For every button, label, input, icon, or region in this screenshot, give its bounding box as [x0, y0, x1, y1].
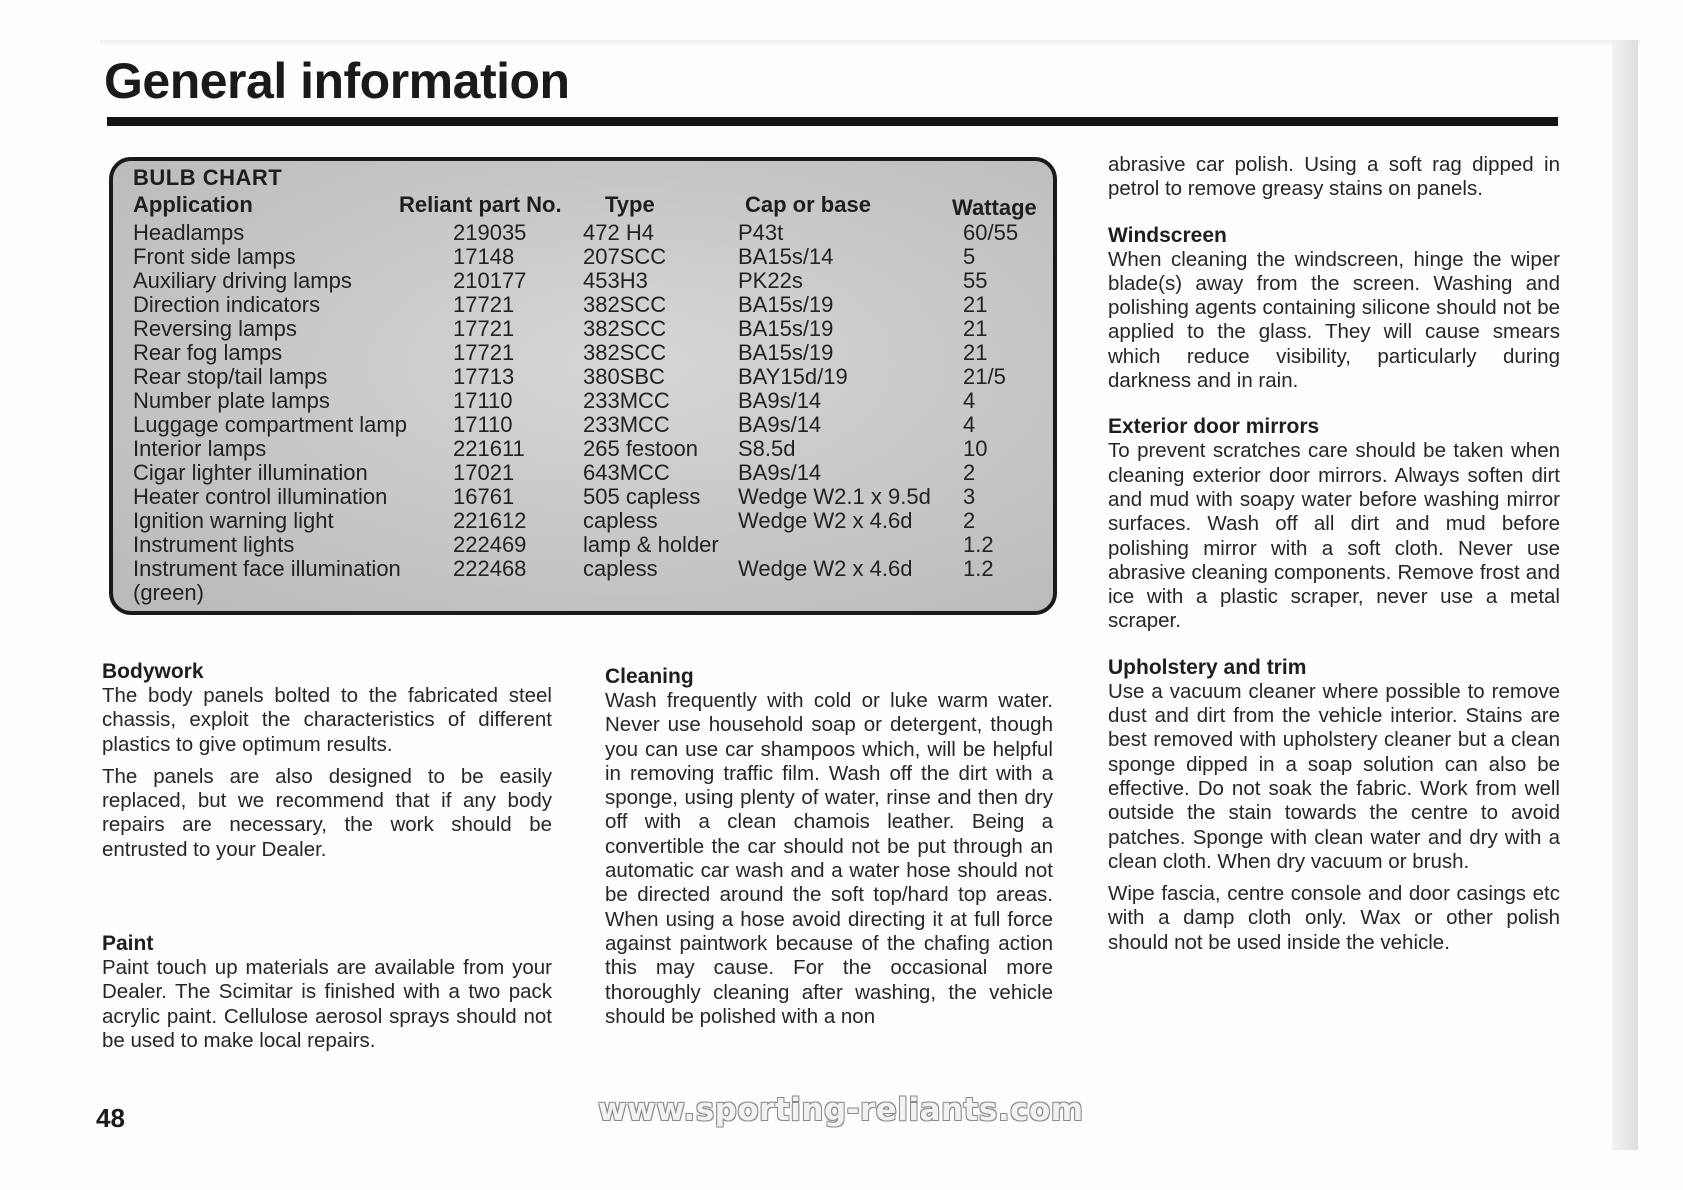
- header-application: Application: [133, 192, 253, 217]
- page-top-edge: [100, 40, 1640, 46]
- table-row: [113, 293, 1053, 317]
- cell-type: capless: [583, 508, 658, 533]
- cell-part-no: 17148: [453, 244, 515, 269]
- cell-application: Luggage compartment lamp: [133, 412, 407, 437]
- cell-part-no: 17713: [453, 364, 515, 389]
- cell-type: lamp & holder: [583, 532, 719, 557]
- cell-cap: S8.5d: [738, 436, 796, 461]
- cell-wattage: 1.2: [963, 556, 994, 581]
- title-rule: [107, 117, 1558, 126]
- cell-part-no: 17721: [453, 292, 515, 317]
- cell-wattage: 2: [963, 460, 976, 485]
- cell-part-no: 221611: [453, 436, 525, 461]
- watermark: www.sporting-reliants.com: [598, 1092, 1084, 1128]
- cell-type: 233MCC: [583, 388, 670, 413]
- windscreen-paragraph: When cleaning the windscreen, hinge the wiper blade(s) away from the screen. Washing and polishing agents containing silicone should not be applied to the glass. They will cause smears which reduce visibility, particularly during darkness and in rain.: [1108, 247, 1560, 393]
- table-row: [113, 413, 1053, 437]
- windscreen-heading: Windscreen: [1108, 223, 1227, 247]
- table-row: [113, 365, 1053, 389]
- middle-column: [605, 665, 1053, 1029]
- cell-application: Interior lamps: [133, 436, 267, 461]
- cell-part-no: 17110: [453, 388, 513, 413]
- mirrors-heading: Exterior door mirrors: [1108, 415, 1320, 439]
- cell-cap: P43t: [738, 220, 784, 245]
- cell-wattage: 21: [963, 316, 988, 341]
- cell-wattage: 2: [963, 508, 976, 533]
- cell-application: Front side lamps: [133, 244, 296, 269]
- table-row: [113, 221, 1053, 245]
- cell-type: 382SCC: [583, 340, 667, 365]
- cell-cap: BA9s/14: [738, 412, 822, 437]
- cleaning-heading: Cleaning: [605, 665, 694, 688]
- paint-paragraph: Paint touch up materials are available from your Dealer. The Scimitar is finished with a two pack acrylic paint. Cellulose aerosol sprays should not be used to make local repairs.: [102, 956, 552, 1052]
- table-row: [113, 269, 1053, 293]
- mirrors-paragraph: To prevent scratches care should be taken when cleaning exterior door mirrors. Always soften dirt and mud with soapy water before washing mirror surfaces. Wash off all dirt and mud before polishing mirror with a soft cloth. Never use abrasive cleaning components. Remove frost and ice with a plastic scraper, never use a metal scraper.: [1108, 439, 1560, 633]
- cell-wattage: 4: [963, 388, 976, 413]
- header-type: Type: [605, 192, 655, 217]
- cell-part-no: 210177: [453, 268, 527, 293]
- cell-part-no: 219035: [453, 220, 527, 245]
- bodywork-heading: Bodywork: [102, 660, 204, 683]
- cell-application: Ignition warning light: [133, 508, 334, 533]
- cell-wattage: 1.2: [963, 532, 994, 557]
- cell-wattage: 10: [963, 436, 988, 461]
- cell-type: 380SBC: [583, 364, 665, 389]
- bodywork-paragraph-2: The panels are also designed to be easily replaced, but we recommend that if any body repairs are necessary, the work should be entrusted to your Dealer.: [102, 764, 552, 861]
- page-binding-edge: [1612, 40, 1638, 1150]
- header-part-no: Reliant part No.: [399, 192, 562, 217]
- cell-type: 472 H4: [583, 220, 654, 245]
- cell-type: 233MCC: [583, 412, 670, 437]
- cell-application: Headlamps: [133, 220, 245, 245]
- cell-cap: BAY15d/19: [738, 364, 848, 389]
- table-row: [113, 509, 1053, 533]
- cell-part-no: 222468: [453, 556, 527, 581]
- table-row: [113, 461, 1053, 485]
- upholstery-heading: Upholstery and trim: [1108, 655, 1307, 679]
- cell-cap: BA9s/14: [738, 460, 822, 485]
- cell-type: capless: [583, 556, 658, 581]
- cell-cap: BA15s/19: [738, 340, 834, 365]
- cell-cap: PK22s: [738, 268, 803, 293]
- cell-cap: Wedge W2 x 4.6d: [738, 508, 913, 533]
- bulb-chart-table: [109, 157, 1057, 615]
- continuation-paragraph: abrasive car polish. Using a soft rag dipped in petrol to remove greasy stains on panels.: [1108, 153, 1560, 201]
- table-row: [113, 485, 1053, 509]
- right-column: [1108, 153, 1560, 955]
- header-wattage: Wattage: [952, 195, 1037, 220]
- cell-part-no: 16761: [453, 484, 515, 509]
- cell-wattage: 21: [963, 340, 988, 365]
- left-column: [102, 660, 552, 1053]
- cell-part-no: 17721: [453, 316, 515, 341]
- table-row: [113, 389, 1053, 413]
- cell-part-no: 17021: [453, 460, 515, 485]
- table-row: [113, 341, 1053, 365]
- cell-cap: BA15s/19: [738, 292, 834, 317]
- cell-part-no: 221612: [453, 508, 527, 533]
- page-title: General information: [104, 53, 570, 109]
- cell-cap: Wedge W2.1 x 9.5d: [738, 484, 931, 509]
- cell-type: 505 capless: [583, 484, 701, 509]
- cell-application: Number plate lamps: [133, 388, 330, 413]
- cell-wattage: 21: [963, 292, 988, 317]
- cell-part-no: 17110: [453, 412, 513, 437]
- bulb-chart-rows: [113, 221, 1053, 605]
- cell-application: Reversing lamps: [133, 316, 297, 341]
- table-row: [113, 557, 1053, 605]
- cell-part-no: 222469: [453, 532, 527, 557]
- cell-wattage: 55: [963, 268, 988, 293]
- upholstery-paragraph-1: Use a vacuum cleaner where possible to remove dust and dirt from the vehicle interior. Stains are best removed with upholstery cleaner but a clean sponge dipped in a soap solution can also be effective. Do not soak the fabric. Work from well outside the stain towards the centre to avoid patches. Sponge with clean water and dry with a clean cloth. When dry vacuum or brush.: [1108, 679, 1560, 873]
- cell-cap: BA9s/14: [738, 388, 822, 413]
- cell-type: 382SCC: [583, 316, 667, 341]
- cell-cap: BA15s/19: [738, 316, 834, 341]
- cell-cap: Wedge W2 x 4.6d: [738, 556, 913, 581]
- table-row: [113, 533, 1053, 557]
- cell-wattage: 3: [963, 484, 976, 509]
- cell-type: 265 festoon: [583, 436, 698, 461]
- cell-wattage: 5: [963, 244, 976, 269]
- cleaning-paragraph: Wash frequently with cold or luke warm water. Never use household soap or detergent, though you can use car shampoos which, will be helpful in removing traffic film. Wash off the dirt with a sponge, using plenty of water, rinse and then dry off with a clean chamois leather. Being a convertible the car should not be put through an automatic car wash and a water hose should not be directed around the soft top/hard top areas. When using a hose avoid directing it at full force against paintwork because of the chafing action this may cause. For the occasional more thoroughly cleaning after washing, the vehicle should be polished with a non: [605, 689, 1053, 1028]
- cell-application: Instrument lights: [133, 532, 295, 557]
- cell-application: Cigar lighter illumination: [133, 460, 368, 485]
- table-row: [113, 437, 1053, 461]
- cell-application: Rear stop/tail lamps: [133, 364, 328, 389]
- cell-application: Instrument face illumination (green): [133, 556, 401, 605]
- cell-application: Rear fog lamps: [133, 340, 283, 365]
- bulb-chart-title: BULB CHART: [133, 165, 283, 190]
- cell-type: 643MCC: [583, 460, 670, 485]
- cell-type: 382SCC: [583, 292, 667, 317]
- cell-type: 207SCC: [583, 244, 667, 269]
- cell-application: Heater control illumination: [133, 484, 388, 509]
- paint-heading: Paint: [102, 932, 154, 956]
- cell-wattage: 4: [963, 412, 976, 437]
- cell-application: Direction indicators: [133, 292, 321, 317]
- cell-wattage: 60/55: [963, 220, 1019, 245]
- page-number: 48: [96, 1103, 125, 1133]
- table-row: [113, 317, 1053, 341]
- upholstery-paragraph-2: Wipe fascia, centre console and door casings etc with a damp cloth only. Wax or other polish should not be used inside the vehicle.: [1108, 882, 1560, 954]
- cell-part-no: 17721: [453, 340, 515, 365]
- header-cap: Cap or base: [745, 192, 871, 217]
- cell-wattage: 21/5: [963, 364, 1006, 389]
- bodywork-paragraph-1: The body panels bolted to the fabricated steel chassis, exploit the characteristics of different plastics to give optimum results.: [102, 684, 552, 756]
- cell-application: Auxiliary driving lamps: [133, 268, 352, 293]
- table-row: [113, 245, 1053, 269]
- cell-cap: BA15s/14: [738, 244, 834, 269]
- cell-type: 453H3: [583, 268, 648, 293]
